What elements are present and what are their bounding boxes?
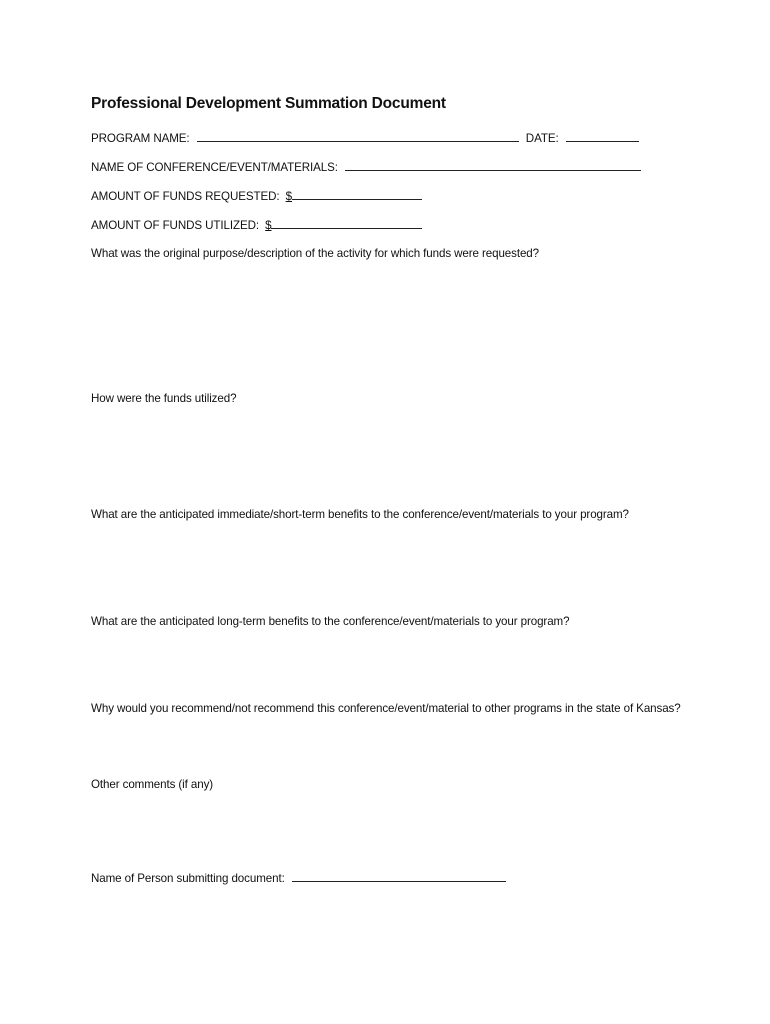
funds-utilized-row bbox=[91, 217, 422, 232]
question-other-comments: Other comments (if any) bbox=[91, 778, 214, 791]
question-recommendation: Why would you recommend/not recommend this conference/event/material to other programs in the state of Kansas? bbox=[91, 702, 681, 715]
conference-label: NAME OF CONFERENCE/EVENT/MATERIALS: bbox=[91, 161, 338, 174]
funds-requested-label: AMOUNT OF FUNDS REQUESTED: bbox=[91, 190, 280, 203]
program-name-field[interactable] bbox=[197, 130, 519, 142]
question-funds-utilized: How were the funds utilized? bbox=[91, 392, 237, 405]
conference-row bbox=[91, 159, 641, 174]
submitter-label: Name of Person submitting document: bbox=[91, 872, 285, 885]
question-original-purpose: What was the original purpose/description of the activity for which funds were requested? bbox=[91, 247, 540, 260]
document-title: Professional Development Summation Document bbox=[91, 95, 446, 112]
funds-requested-currency: $ bbox=[285, 190, 292, 203]
funds-utilized-field[interactable] bbox=[271, 217, 422, 229]
submitter-row bbox=[91, 870, 506, 885]
date-label: DATE: bbox=[525, 132, 559, 145]
funds-utilized-label: AMOUNT OF FUNDS UTILIZED: bbox=[91, 219, 259, 232]
funds-utilized-currency: $ bbox=[265, 219, 272, 232]
program-name-label: PROGRAM NAME: bbox=[91, 132, 190, 145]
funds-requested-field[interactable] bbox=[292, 188, 422, 200]
conference-field[interactable] bbox=[345, 159, 641, 171]
question-long-term-benefits: What are the anticipated long-term benefits to the conference/event/materials to your program? bbox=[91, 615, 570, 628]
submitter-field[interactable] bbox=[292, 870, 506, 882]
program-name-row bbox=[91, 130, 639, 145]
date-field[interactable] bbox=[566, 130, 639, 142]
funds-requested-row bbox=[91, 188, 422, 203]
question-short-term-benefits: What are the anticipated immediate/short-term benefits to the conference/event/materials to your program? bbox=[91, 508, 629, 521]
